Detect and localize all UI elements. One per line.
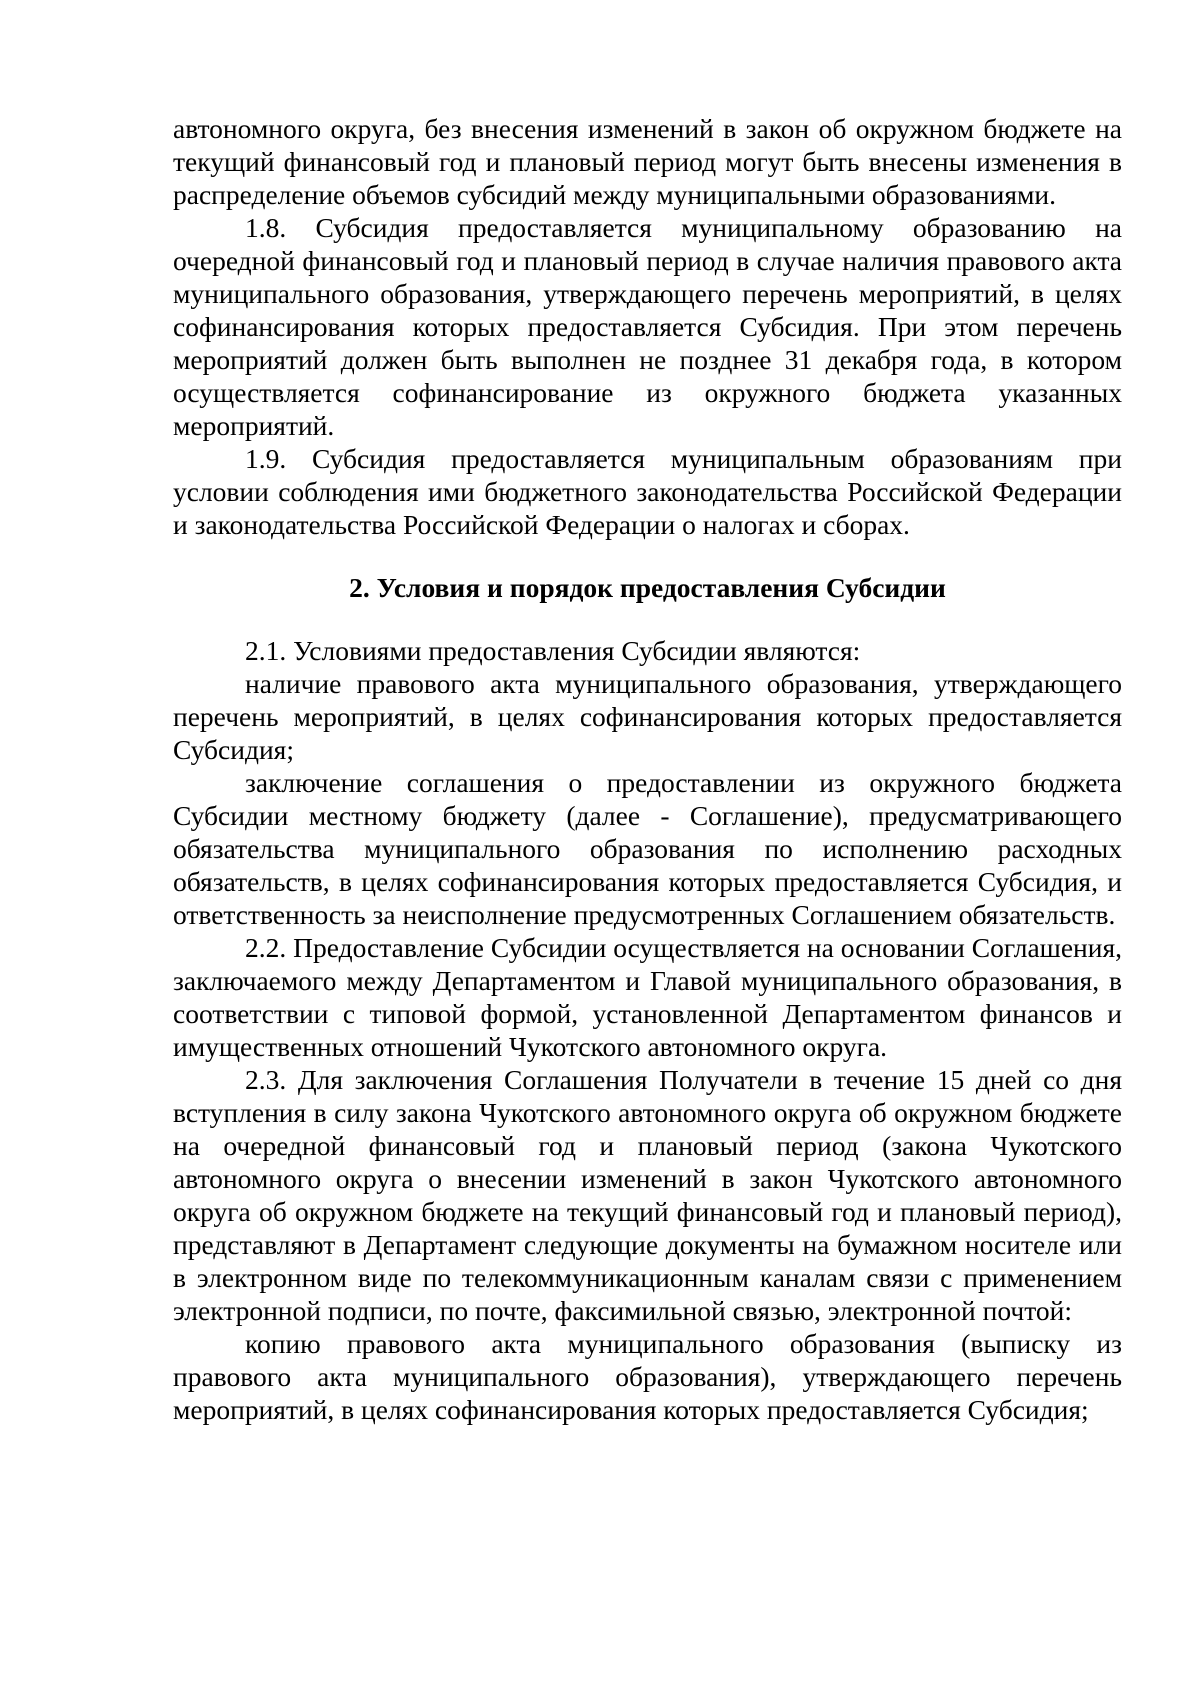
document-page [173, 112, 1122, 1426]
paragraph-2-1: 2.1. Условиями предоставления Субсидии являются: [245, 635, 861, 666]
paragraph-2-1-condition-1: наличие правового акта муниципального образования, утверждающего перечень мероприятий, в целях софинансирования которых предоставляется Субсидия; [173, 668, 1122, 765]
paragraph-continuation: автономного округа, без внесения изменений в закон об окружном бюджете на текущий финансовый год и плановый период могут быть внесены изменения в распределение объемов субсидий между муниципальными образованиями. [173, 113, 1122, 210]
paragraph-2-2: 2.2. Предоставление Субсидии осуществляется на основании Соглашения, заключаемого между Департаментом и Главой муниципального образования, в соответствии с типовой формой, установленной Департаментом финансов и имущественных отношений Чукотского автономного округа. [173, 932, 1122, 1062]
paragraph-2-3: 2.3. Для заключения Соглашения Получатели в течение 15 дней со дня вступления в силу закона Чукотского автономного округа об окружном бюджете на очередной финансовый год и плановый период (закона Чукотского автономного округа о внесении изменений в закон Чукотского автономного округа об окружном бюджете на текущий финансовый год и плановый период), представляют в Департамент следующие документы на бумажном носителе или в электронном виде по телекоммуникационным каналам связи с применением электронной подписи, по почте, факсимильной связью, электронной почтой: [173, 1064, 1122, 1326]
paragraph-1-9: 1.9. Субсидия предоставляется муниципальным образованиям при условии соблюдения ими бюджетного законодательства Российской Федерации и законодательства Российской Федерации о налогах и сборах. [173, 443, 1122, 540]
paragraph-2-3-document-1: копию правового акта муниципального образования (выписку из правового акта муниципального образования), утверждающего перечень мероприятий, в целях софинансирования которых предоставляется Субсидия; [173, 1328, 1122, 1425]
section-heading: 2. Условия и порядок предоставления Субсидии [349, 572, 946, 603]
paragraph-2-1-condition-2: заключение соглашения о предоставлении из окружного бюджета Субсидии местному бюджету (далее - Соглашение), предусматривающего обязательства муниципального образования по исполнению расходных обязательств, в целях софинансирования которых предоставляется Субсидия, и ответственность за неисполнение предусмотренных Соглашением обязательств. [173, 767, 1122, 930]
paragraph-1-8: 1.8. Субсидия предоставляется муниципальному образованию на очередной финансовый год и плановый период в случае наличия правового акта муниципального образования, утверждающего перечень мероприятий, в целях софинансирования которых предоставляется Субсидия. При этом перечень мероприятий должен быть выполнен не позднее 31 декабря года, в котором осуществляется софинансирование из окружного бюджета указанных мероприятий. [173, 212, 1122, 441]
